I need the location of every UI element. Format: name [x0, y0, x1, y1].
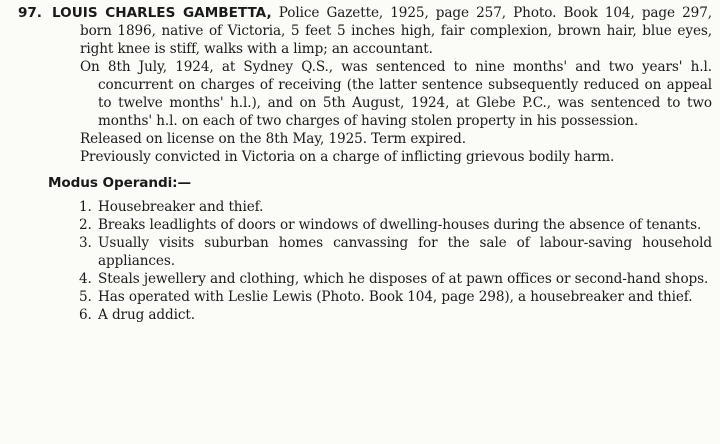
- list-item: [18, 270, 712, 288]
- list-item-text: A drug addict.: [98, 307, 195, 323]
- list-item: [18, 306, 712, 324]
- list-item-number: 6.: [79, 307, 92, 323]
- list-item-text: Steals jewellery and clothing, which he disposes of at pawn offices or second-hand shops.: [98, 271, 709, 287]
- modus-operandi-list: [18, 198, 712, 324]
- list-item-number: 2.: [79, 217, 92, 233]
- record-number: 97.: [18, 5, 42, 21]
- list-item-text: Has operated with Leslie Lewis (Photo. Book 104, page 298), a housebreaker and thief.: [98, 289, 693, 305]
- list-item: [18, 216, 712, 234]
- list-item-text: Usually visits suburban homes canvassing for the sale of labour-saving household appliances.: [98, 235, 712, 269]
- previous-convictions-paragraph: Previously convicted in Victoria on a charge of inflicting grievous bodily harm.: [80, 149, 615, 165]
- list-item-text: Housebreaker and thief.: [98, 199, 264, 215]
- criminal-record-entry: [18, 4, 712, 324]
- list-item-number: 1.: [79, 199, 92, 215]
- release-paragraph: Released on license on the 8th May, 1925. Term expired.: [80, 131, 466, 147]
- list-item-number: 5.: [79, 289, 92, 305]
- convictions-paragraph: On 8th July, 1924, at Sydney Q.S., was sentenced to nine months' and two years' h.l. concurrent on charges of receiving (the latter sentence subsequently reduced on appeal to twelve months' h.l.), and on 5th August, 1924, at Glebe P.C., was sentenced to two months' h.l. on each of two charges of having stolen property in his possession.: [80, 59, 712, 129]
- record-name: LOUIS CHARLES GAMBETTA,: [52, 5, 272, 21]
- list-item-number: 4.: [79, 271, 92, 287]
- list-item: [18, 234, 712, 270]
- list-item: [18, 288, 712, 306]
- modus-operandi-heading: Modus Operandi:—: [48, 175, 191, 191]
- list-item-number: 3.: [79, 235, 92, 251]
- record-header-paragraph: [18, 4, 712, 58]
- list-item: [18, 198, 712, 216]
- record-description: Police Gazette, 1925, page 257, Photo. Book 104, page 297, born 1896, native of Victoria, 5 feet 5 inches high, fair complexion, brown hair, blue eyes, right knee is stiff, walks with a limp; an accountant.: [80, 5, 712, 57]
- list-item-text: Breaks leadlights of doors or windows of dwelling-houses during the absence of tenants.: [98, 217, 702, 233]
